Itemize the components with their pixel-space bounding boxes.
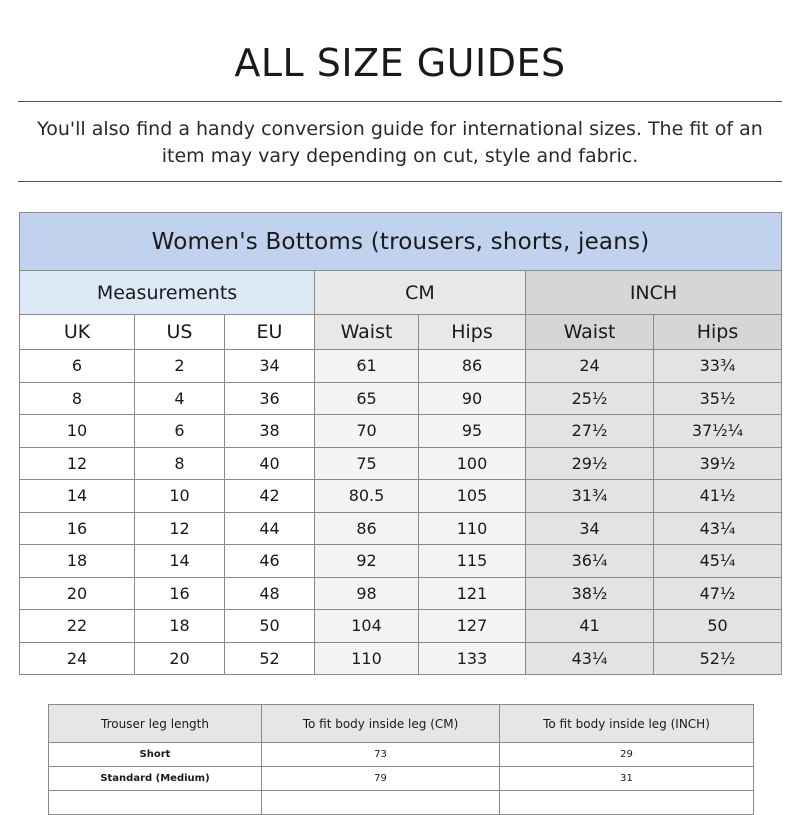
table-row bbox=[49, 743, 754, 767]
table-cell: 98 bbox=[315, 577, 419, 610]
table-row bbox=[49, 791, 754, 815]
table-row bbox=[20, 577, 782, 610]
table-cell: 34 bbox=[526, 512, 654, 545]
table-cell: 2 bbox=[135, 350, 225, 383]
table-cell: 20 bbox=[135, 642, 225, 675]
table-cell: 24 bbox=[20, 642, 135, 675]
table-cell: 52 bbox=[225, 642, 315, 675]
table-cell: 37½¼ bbox=[654, 415, 782, 448]
leg-length-table bbox=[48, 704, 754, 815]
table-cell: 92 bbox=[315, 545, 419, 578]
table-cell: 14 bbox=[20, 480, 135, 513]
table-cell: 79 bbox=[262, 767, 500, 791]
table-cell: 133 bbox=[419, 642, 526, 675]
table-cell: 18 bbox=[20, 545, 135, 578]
table-cell: 27½ bbox=[526, 415, 654, 448]
table-cell: 16 bbox=[20, 512, 135, 545]
table-cell: 8 bbox=[135, 447, 225, 480]
table-cell: 44 bbox=[225, 512, 315, 545]
table-row bbox=[20, 642, 782, 675]
size-table-body bbox=[20, 350, 782, 675]
table-cell: 115 bbox=[419, 545, 526, 578]
table-row bbox=[20, 512, 782, 545]
table-cell: 34 bbox=[225, 350, 315, 383]
table-cell: 38½ bbox=[526, 577, 654, 610]
table-cell: 40 bbox=[225, 447, 315, 480]
table-cell: 50 bbox=[225, 610, 315, 643]
table-cell: 43¼ bbox=[654, 512, 782, 545]
intro-line-2: item may vary depending on cut, style and fabric. bbox=[161, 145, 639, 167]
table-cell: 105 bbox=[419, 480, 526, 513]
table-cell: 48 bbox=[225, 577, 315, 610]
table-cell: 4 bbox=[135, 382, 225, 415]
table-cell: 16 bbox=[135, 577, 225, 610]
leg-table-body bbox=[49, 743, 754, 815]
column-header-inch-hips: Hips bbox=[654, 315, 782, 350]
table-cell: 12 bbox=[135, 512, 225, 545]
table-cell: 110 bbox=[315, 642, 419, 675]
table-row bbox=[20, 382, 782, 415]
table-cell: 45¼ bbox=[654, 545, 782, 578]
table-cell: 73 bbox=[262, 743, 500, 767]
table-cell: 41½ bbox=[654, 480, 782, 513]
table-cell bbox=[262, 791, 500, 815]
table-row bbox=[20, 610, 782, 643]
table-cell: 121 bbox=[419, 577, 526, 610]
table-cell: 6 bbox=[20, 350, 135, 383]
table-cell: 18 bbox=[135, 610, 225, 643]
table-cell: 90 bbox=[419, 382, 526, 415]
column-header-us: US bbox=[135, 315, 225, 350]
table-cell: 29 bbox=[500, 743, 754, 767]
column-header-eu: EU bbox=[225, 315, 315, 350]
table-cell: 39½ bbox=[654, 447, 782, 480]
table-cell: 10 bbox=[135, 480, 225, 513]
table-row bbox=[20, 415, 782, 448]
leg-header-length: Trouser leg length bbox=[49, 705, 262, 743]
table-cell: 20 bbox=[20, 577, 135, 610]
table-cell: 50 bbox=[654, 610, 782, 643]
table-cell: 70 bbox=[315, 415, 419, 448]
table-cell: 25½ bbox=[526, 382, 654, 415]
table-cell: 110 bbox=[419, 512, 526, 545]
size-table-caption: Women's Bottoms (trousers, shorts, jeans) bbox=[20, 213, 782, 271]
table-cell: 36¼ bbox=[526, 545, 654, 578]
table-cell: 35½ bbox=[654, 382, 782, 415]
leg-header-inch: To fit body inside leg (INCH) bbox=[500, 705, 754, 743]
table-cell: 75 bbox=[315, 447, 419, 480]
table-cell: 38 bbox=[225, 415, 315, 448]
table-cell: Standard (Medium) bbox=[49, 767, 262, 791]
table-row bbox=[20, 545, 782, 578]
table-cell: 100 bbox=[419, 447, 526, 480]
table-cell: 104 bbox=[315, 610, 419, 643]
table-cell: 52½ bbox=[654, 642, 782, 675]
table-row bbox=[20, 447, 782, 480]
group-measurements: Measurements bbox=[20, 271, 315, 315]
table-cell bbox=[500, 791, 754, 815]
size-table bbox=[19, 212, 782, 675]
top-divider bbox=[18, 101, 782, 102]
table-cell: 8 bbox=[20, 382, 135, 415]
table-cell: 41 bbox=[526, 610, 654, 643]
table-row bbox=[20, 350, 782, 383]
table-cell: 10 bbox=[20, 415, 135, 448]
column-header-cm-waist: Waist bbox=[315, 315, 419, 350]
table-cell: 33¾ bbox=[654, 350, 782, 383]
table-cell bbox=[49, 791, 262, 815]
table-cell: Short bbox=[49, 743, 262, 767]
bottom-divider bbox=[18, 181, 782, 182]
table-cell: 127 bbox=[419, 610, 526, 643]
table-cell: 6 bbox=[135, 415, 225, 448]
table-cell: 47½ bbox=[654, 577, 782, 610]
table-cell: 31¾ bbox=[526, 480, 654, 513]
group-inch: INCH bbox=[526, 271, 782, 315]
table-cell: 43¼ bbox=[526, 642, 654, 675]
table-cell: 86 bbox=[315, 512, 419, 545]
table-row bbox=[20, 480, 782, 513]
column-header-uk: UK bbox=[20, 315, 135, 350]
column-header-cm-hips: Hips bbox=[419, 315, 526, 350]
column-header-inch-waist: Waist bbox=[526, 315, 654, 350]
group-cm: CM bbox=[315, 271, 526, 315]
table-cell: 80.5 bbox=[315, 480, 419, 513]
table-cell: 22 bbox=[20, 610, 135, 643]
table-cell: 86 bbox=[419, 350, 526, 383]
table-cell: 31 bbox=[500, 767, 754, 791]
table-cell: 12 bbox=[20, 447, 135, 480]
table-cell: 46 bbox=[225, 545, 315, 578]
page-title: ALL SIZE GUIDES bbox=[234, 41, 566, 85]
table-row bbox=[49, 767, 754, 791]
table-cell: 65 bbox=[315, 382, 419, 415]
table-cell: 14 bbox=[135, 545, 225, 578]
table-cell: 24 bbox=[526, 350, 654, 383]
table-cell: 61 bbox=[315, 350, 419, 383]
leg-header-cm: To fit body inside leg (CM) bbox=[262, 705, 500, 743]
intro-text bbox=[14, 116, 786, 170]
table-cell: 29½ bbox=[526, 447, 654, 480]
table-cell: 42 bbox=[225, 480, 315, 513]
intro-line-1: You'll also find a handy conversion guide for international sizes. The fit of an bbox=[37, 118, 763, 140]
table-cell: 36 bbox=[225, 382, 315, 415]
table-cell: 95 bbox=[419, 415, 526, 448]
